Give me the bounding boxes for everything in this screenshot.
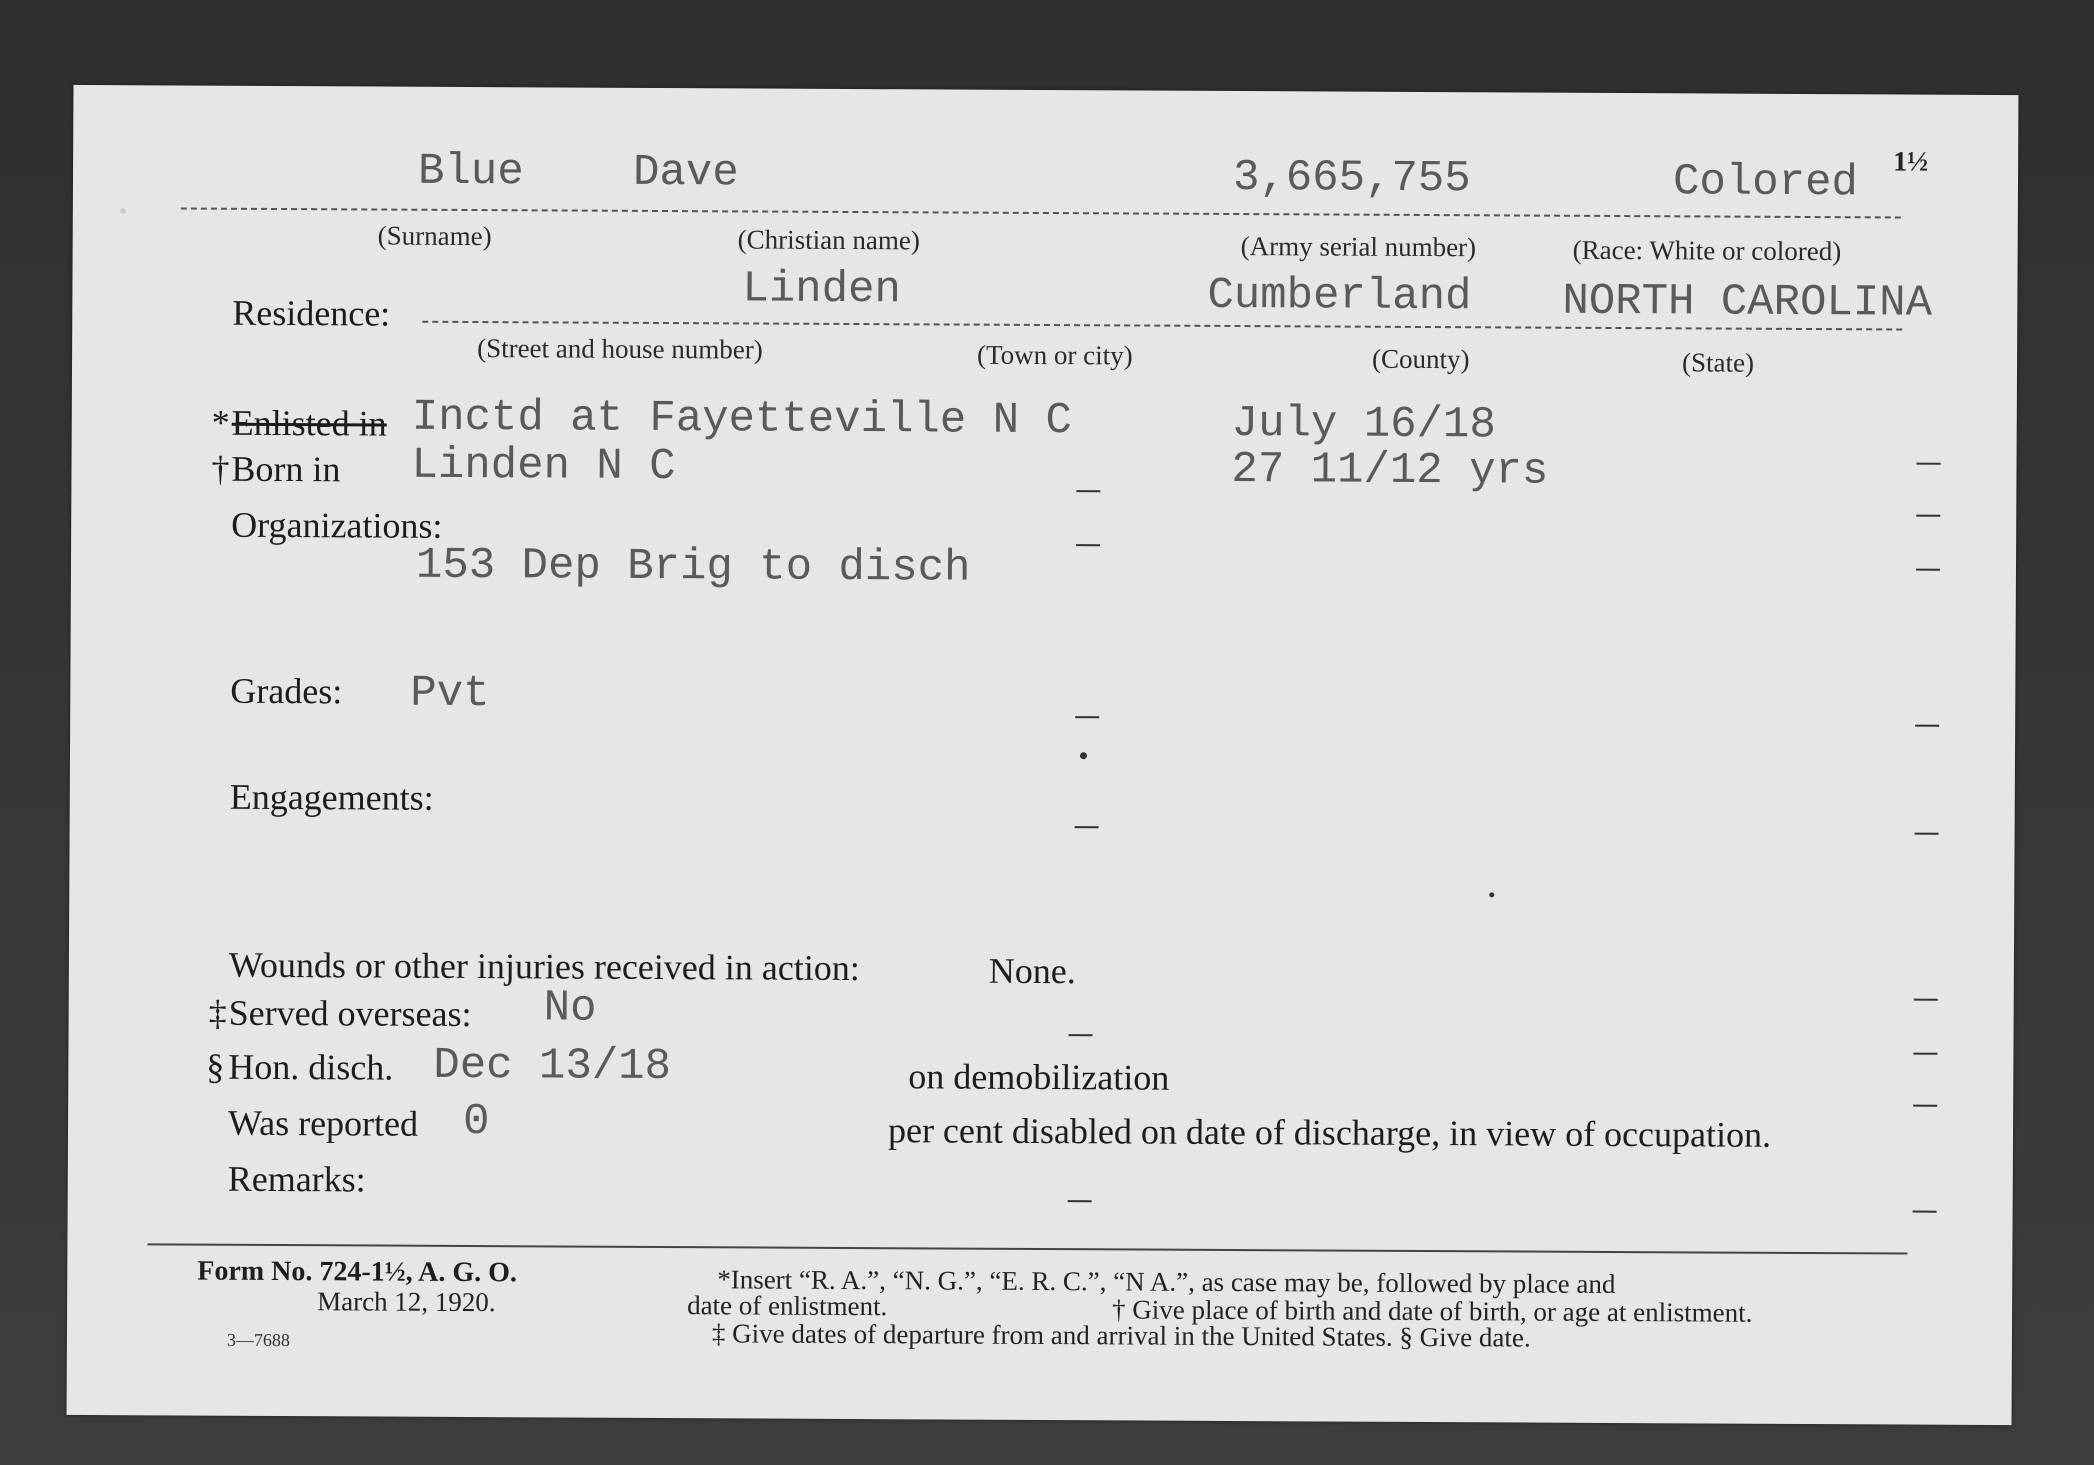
residence-county-value: Cumberland [1207, 270, 1472, 323]
race-label: (Race: White or colored) [1572, 234, 1842, 267]
footer-note-2a: date of enlistment. [687, 1290, 888, 1322]
wounds-value: None. [988, 950, 1076, 992]
served-overseas-value: No [543, 983, 597, 1034]
born-value: Linden N C [411, 440, 676, 493]
form-number: Form No. 724-1½, A. G. O. [197, 1255, 518, 1289]
christian-name-label: (Christian name) [737, 224, 920, 256]
tick-mark [1914, 999, 1938, 1001]
scan-speck [120, 208, 126, 214]
serial-number-label: (Army serial number) [1240, 231, 1477, 263]
service-record-card [67, 85, 2019, 1425]
tick-mark [1913, 1105, 1937, 1107]
surname-value: Blue [417, 146, 524, 198]
race-value: Colored [1672, 157, 1858, 209]
grades-value: Pvt [410, 668, 490, 720]
organizations-label: Organizations: [231, 504, 443, 546]
served-overseas-label: Served overseas: [228, 992, 472, 1035]
served-overseas-marker: ‡ [208, 992, 227, 1033]
organizations-value: 153 Dep Brig to disch [415, 540, 971, 594]
reported-value: 0 [462, 1096, 490, 1148]
tick-mark [1075, 826, 1099, 828]
wounds-label: Wounds or other injuries received in action: [228, 944, 860, 989]
paper-speck [1489, 892, 1494, 897]
residence-label: Residence: [232, 292, 391, 334]
form-date: March 12, 1920. [317, 1286, 496, 1318]
tick-mark [1915, 725, 1939, 727]
tick-mark [1076, 490, 1100, 492]
christian-name-value: Dave [632, 147, 739, 199]
tick-mark [1069, 1034, 1093, 1036]
tick-mark [1068, 1200, 1092, 1202]
footer-note-2b: † Give place of birth and date of birth, or age at enlistment. [1112, 1294, 1753, 1328]
enlisted-marker: * [211, 402, 230, 443]
footer-note-1: *Insert “R. A.”, “N. G.”, “E. R. C.”, “N A.”, as case may be, followed by place and [717, 1264, 1616, 1300]
hon-disch-label: Hon. disch. [228, 1046, 394, 1088]
street-label: (Street and house number) [477, 333, 763, 365]
town-label: (Town or city) [977, 339, 1133, 371]
hon-disch-suffix: on demobilization [908, 1056, 1170, 1098]
serial-number-value: 3,665,755 [1232, 152, 1471, 205]
reported-label: Was reported [227, 1102, 419, 1144]
engagements-label: Engagements: [229, 776, 434, 818]
residence-town-value: Linden [742, 264, 901, 316]
remarks-label: Remarks: [227, 1158, 366, 1200]
form-code: 3—7688 [226, 1329, 290, 1351]
paper-speck [1080, 752, 1087, 759]
enlisted-value: Inctd at Fayetteville N C [411, 392, 1072, 447]
tick-mark [1917, 463, 1941, 465]
surname-label: (Surname) [377, 220, 492, 252]
tick-mark [1913, 1053, 1937, 1055]
footer-note-3: ‡ Give dates of departure from and arrival in the United States. § Give date. [711, 1318, 1531, 1353]
enlisted-label: Enlisted in [231, 402, 387, 444]
hon-disch-value: Dec 13/18 [433, 1040, 672, 1093]
tick-mark [1076, 544, 1100, 546]
born-marker: † [211, 448, 230, 489]
state-label: (State) [1681, 347, 1755, 378]
tick-mark [1075, 716, 1099, 718]
tick-mark [1916, 515, 1940, 517]
tick-mark [1915, 833, 1939, 835]
grades-label: Grades: [230, 670, 343, 712]
footer-rule [147, 1243, 1907, 1254]
reported-suffix: per cent disabled on date of discharge, in view of occupation. [887, 1110, 1772, 1155]
born-age-value: 27 11/12 yrs [1231, 444, 1549, 497]
tick-mark [1913, 1211, 1937, 1213]
born-label: Born in [231, 448, 341, 490]
name-row-line [181, 207, 1901, 218]
hon-disch-marker: § [206, 1046, 225, 1087]
county-label: (County) [1372, 343, 1470, 375]
residence-state-value: NORTH CAROLINA [1562, 276, 1933, 329]
enlisted-date-value: July 16/18 [1231, 398, 1496, 451]
tick-mark [1916, 569, 1940, 571]
corner-mark: 1½ [1893, 146, 1929, 178]
